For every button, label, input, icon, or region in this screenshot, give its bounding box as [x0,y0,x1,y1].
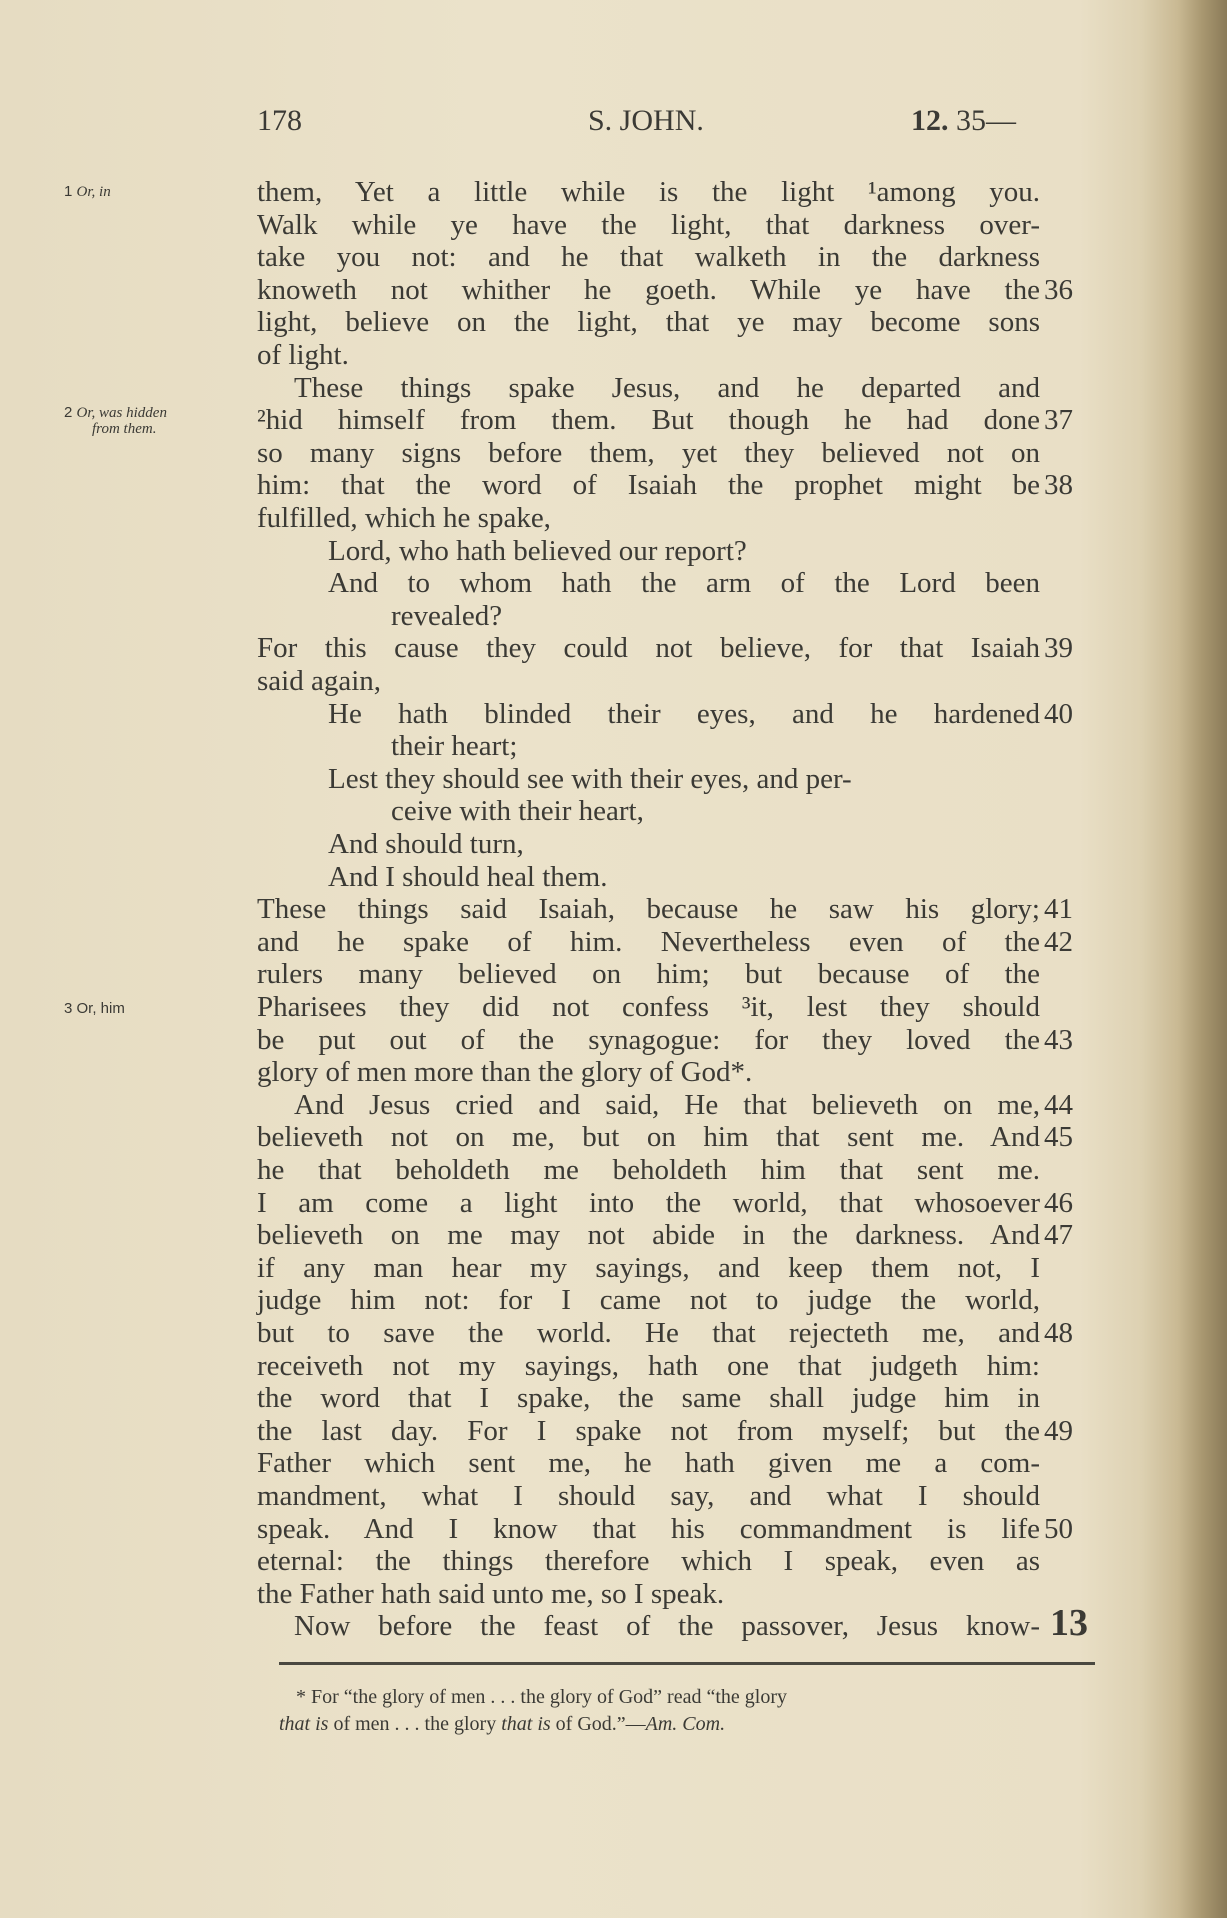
footnote-text: of men . . . the glory [328,1713,502,1735]
text-line: Lord, who hath believed our report? [328,534,747,567]
text-line: the last day. For I spake not from myself; but the [257,1414,1040,1447]
text-line: he that beholdeth me beholdeth him that sent me. [257,1154,1040,1186]
text-line: For this cause they could not believe, for that Isaiah [257,632,1040,665]
italic-text: that is [279,1713,329,1735]
verse-number: 50 [1044,1512,1073,1545]
text-line: glory of men more than the glory of God*. [257,1056,753,1089]
text-line: Pharisees they did not confess ³it, lest they should [257,991,1040,1023]
text-line: their heart; [391,730,518,763]
text-line: He hath blinded their eyes, and he hardened [328,697,1040,730]
footnote-line-2 [279,1711,1079,1738]
text-line: These things spake Jesus, and he departed and [294,371,1040,404]
text-line: Father which sent me, he hath given me a com- [257,1447,1040,1480]
footnote-source: Am. Com. [645,1713,726,1735]
book-title: S. JOHN. [588,104,704,137]
verse-number: 39 [1044,632,1073,665]
text-line: believeth not on me, but on him that sent me. And [257,1121,1040,1154]
footnote-line-1: * For “the glory of men . . . the glory of God” read “the glory [296,1686,787,1708]
margin-note-2 [64,405,167,437]
page-number: 178 [257,104,302,137]
verse-number: 46 [1044,1186,1073,1219]
footnote-text: of God.”— [550,1713,646,1735]
text-line: rulers many believed on him; but because of the [257,958,1040,991]
verse-number: 45 [1044,1121,1073,1154]
margin-note-3 [64,1001,125,1017]
text-line: And to whom hath the arm of the Lord been [328,567,1040,600]
verse-number: 41 [1044,893,1073,926]
verse-ref: 35— [948,104,1016,137]
margin-note-1 [64,184,111,200]
verse-number: 38 [1044,469,1073,502]
text-line: of light. [257,339,349,371]
text-line: These things said Isaiah, because he saw his glory; [257,893,1040,926]
verse-number: 40 [1044,697,1073,730]
text-line: ceive with their heart, [391,795,644,828]
text-line: Lest they should see with their eyes, and per- [328,762,852,795]
text-line: receiveth not my sayings, hath one that judgeth him: [257,1349,1040,1382]
verse-number: 47 [1044,1219,1073,1252]
text-line: judge him not: for I came not to judge the world, [257,1284,1040,1317]
text-line: knoweth not whither he goeth. While ye have the [257,273,1040,306]
footnote-divider [279,1662,1095,1665]
text-line: mandment, what I should say, and what I should [257,1480,1040,1512]
note-mark: 1 [64,183,73,200]
text-line: the word that I spake, the same shall judge him in [257,1382,1040,1415]
chapter-number: 13 [1050,1602,1088,1645]
text-line: Walk while ye have the light, that darkness over- [257,208,1040,241]
text-line: eternal: the things therefore which I speak, even as [257,1545,1040,1578]
text-line: and he spake of him. Nevertheless even of the [257,925,1040,958]
verse-number: 43 [1044,1023,1073,1056]
text-line: fulfilled, which he spake, [257,502,551,534]
text-line: Now before the feast of the passover, Jesus know- [294,1610,1040,1643]
text-line: I am come a light into the world, that whosoever [257,1186,1040,1219]
text-line: so many signs before them, yet they believed not on [257,436,1040,469]
text-line: if any man hear my sayings, and keep them not, I [257,1251,1040,1284]
text-line: ²hid himself from them. But though he had done [257,404,1040,437]
text-line: take you not: and he that walketh in the darkness [257,241,1040,274]
note-mark: 2 [64,404,73,421]
note-text: Or, was hidden [76,405,167,421]
verse-number: 44 [1044,1088,1073,1121]
text-line: revealed? [391,599,503,632]
verse-number: 49 [1044,1414,1073,1447]
verse-number: 42 [1044,925,1073,958]
text-line: And should turn, [328,828,524,860]
text-line: And Jesus cried and said, He that believeth on me, [294,1088,1040,1121]
italic-text: that is [501,1713,551,1735]
text-line: speak. And I know that his commandment is life [257,1512,1040,1545]
note-mark: 3 [64,1000,73,1017]
text-line: the Father hath said unto me, so I speak. [257,1577,725,1610]
note-text: Or, him [76,1000,125,1017]
text-line: believeth on me may not abide in the darkness. And [257,1219,1040,1252]
text-line: him: that the word of Isaiah the prophet might be [257,469,1040,502]
text-line: light, believe on the light, that ye may become sons [257,306,1040,339]
verse-number: 48 [1044,1317,1073,1349]
verse-number: 36 [1044,273,1073,306]
text-line: said again, [257,665,382,697]
text-line: be put out of the synagogue: for they loved the [257,1023,1040,1056]
text-line: And I should heal them. [328,860,608,893]
verse-number: 37 [1044,404,1073,437]
text-line: them, Yet a little while is the light ¹among you. [257,176,1040,208]
chapter-ref: 12. [911,104,949,137]
note-text: Or, in [76,184,111,200]
chapter-verse-ref [911,104,1016,138]
note-text-cont: from them. [92,421,157,437]
text-line: but to save the world. He that rejecteth me, and [257,1317,1040,1349]
